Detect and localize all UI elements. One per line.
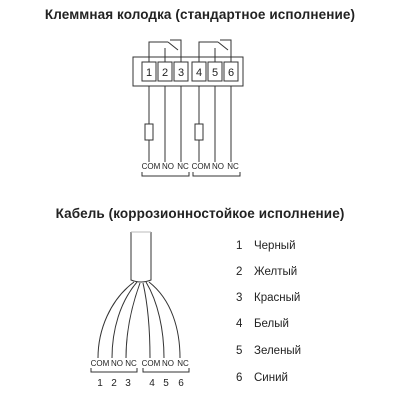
fuse-1	[145, 124, 153, 140]
cable-bracket-1	[91, 368, 137, 372]
legend-number: 1	[236, 240, 243, 252]
legend-color-name: Черный	[254, 240, 296, 252]
cable-wire-4	[143, 283, 150, 358]
fuse-2	[195, 124, 203, 140]
legend-row	[236, 345, 301, 359]
contact-label: NC	[177, 162, 189, 171]
cable-numbers	[97, 378, 184, 389]
terminal-number: 5	[211, 67, 219, 79]
group-bracket-2	[193, 172, 240, 176]
legend-color-name: Красный	[254, 292, 301, 304]
contact-label: NO	[212, 162, 224, 171]
contact-label: NC	[177, 359, 189, 368]
cable-number: 4	[149, 378, 155, 389]
legend-row	[236, 266, 297, 280]
terminal-number: 1	[145, 67, 153, 79]
legend-row	[236, 240, 296, 254]
cable-wire-6	[149, 282, 180, 358]
contact-label: NC	[227, 162, 239, 171]
legend-row	[236, 318, 289, 332]
cable-title: Кабель (коррозионностойкое исполнение)	[55, 206, 345, 221]
legend-number: 4	[236, 318, 243, 330]
terminal-block-title: Клеммная колодка (стандартное исполнение)	[44, 7, 356, 22]
contact-label: NO	[111, 359, 123, 368]
cable-jacket	[131, 232, 151, 282]
group-bracket-1	[142, 172, 189, 176]
terminal-contact-labels	[142, 162, 239, 171]
terminal-number: 4	[195, 67, 203, 79]
cable-number: 5	[163, 378, 169, 389]
switch-1-nc-link	[170, 40, 181, 62]
terminal-number: 6	[227, 67, 235, 79]
legend-color-name: Синий	[254, 372, 288, 384]
contact-label: NO	[162, 162, 174, 171]
terminal-number: 2	[161, 67, 169, 79]
legend-number: 5	[236, 345, 243, 357]
switch-1-contact	[168, 42, 178, 50]
legend-color-name: Белый	[254, 318, 289, 330]
cable	[91, 232, 189, 372]
legend-number: 6	[236, 372, 243, 384]
contact-label: COM	[141, 359, 161, 368]
cable-number: 2	[111, 378, 117, 389]
legend-row	[236, 292, 300, 306]
legend-number: 2	[236, 266, 243, 278]
legend-color-name: Желтый	[254, 266, 298, 278]
contact-label: NO	[162, 359, 174, 368]
cable-number: 3	[125, 378, 131, 389]
switch-2-contact	[218, 42, 228, 50]
terminal-numbers	[146, 67, 234, 79]
contact-label: NC	[125, 359, 137, 368]
contact-label: COM	[191, 162, 211, 171]
legend-number: 3	[236, 292, 243, 304]
switch-2-nc-link	[220, 40, 231, 62]
cable-wire-2	[112, 282, 137, 358]
contact-label: COM	[90, 359, 110, 368]
cable-number: 6	[178, 378, 184, 389]
terminal-block	[133, 40, 243, 176]
legend-color-name: Зеленый	[254, 345, 302, 357]
cable-contact-labels	[91, 359, 189, 368]
cable-number: 1	[97, 378, 103, 389]
terminal-number: 3	[177, 67, 185, 79]
contact-label: COM	[141, 162, 161, 171]
legend-row	[236, 372, 288, 386]
cable-bracket-2	[143, 368, 189, 372]
